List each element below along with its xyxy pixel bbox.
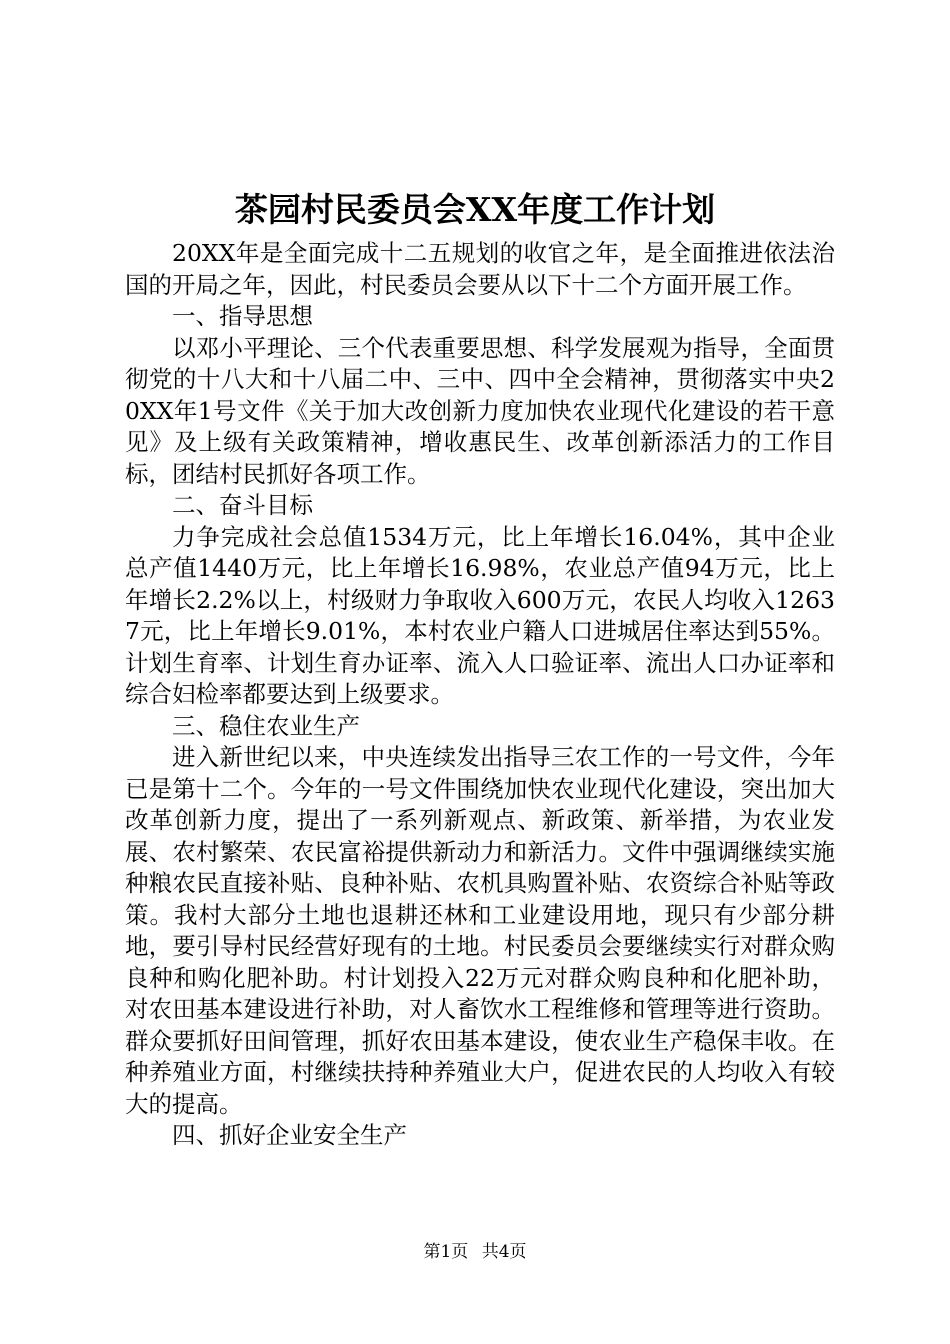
paragraph-intro: 20XX年是全面完成十二五规划的收官之年，是全面推进依法治国的开局之年，因此，村民委员会要从以下十二个方面开展工作。 (125, 239, 835, 299)
paragraph-guiding-ideology: 以邓小平理论、三个代表重要思想、科学发展观为指导，全面贯彻党的十八大和十八届二中、三中、四中全会精神，贯彻落实中央20XX年1号文件《关于加大改创新力度加快农业现代化建设的若干意见》及上级有关政策精神，增收惠民生、改革创新添活力的工作目标，团结村民抓好各项工作。 (125, 333, 835, 488)
section-heading-1: 一、指导思想 (172, 302, 313, 330)
section-heading-3: 三、稳住农业生产 (172, 711, 360, 740)
page-footer (0, 1240, 950, 1264)
page-total: 共4页 (481, 1242, 527, 1262)
paragraph-goals: 力争完成社会总值1534万元，比上年增长16.04%，其中企业总产值1440万元，比上年增长16.98%，农业总产值94万元，比上年增长2.2%以上，村级财力争取收入600万元，农民人均收入12637元，比上年增长9.01%，本村农业户籍人口进城居住率达到55%。计划生育率、计划生育办证率、流入人口验证率、流出人口办证率和综合妇检率都要达到上级要求。 (125, 522, 835, 708)
paragraph-agriculture: 进入新世纪以来，中央连续发出指导三农工作的一号文件，今年已是第十二个。今年的一号文件围绕加快农业现代化建设，突出加大改革创新力度，提出了一系列新观点、新政策、新举措，为农业发展、农村繁荣、农民富裕提供新动力和新活力。文件中强调继续实施种粮农民直接补贴、良种补贴、农机具购置补贴、农资综合补贴等政策。我村大部分土地也退耕还林和工业建设用地，现只有少部分耕地，要引导村民经营好现有的土地。村民委员会要继续实行对群众购良种和购化肥补助。村计划投入22万元对群众购良种和化肥补助，对农田基本建设进行补助，对人畜饮水工程维修和管理等进行资助。群众要抓好田间管理，抓好农田基本建设，使农业生产稳保丰收。在种养殖业方面，村继续扶持种养殖业大户，促进农民的人均收入有较大的提高。 (125, 743, 835, 1118)
section-heading-4: 四、抓好企业安全生产 (172, 1121, 407, 1149)
section-heading-2: 二、奋斗目标 (172, 491, 313, 519)
document-title: 茶园村民委员会XX年度工作计划 (234, 190, 716, 229)
page-number: 第1页 (423, 1242, 469, 1262)
document-body (125, 238, 835, 1152)
